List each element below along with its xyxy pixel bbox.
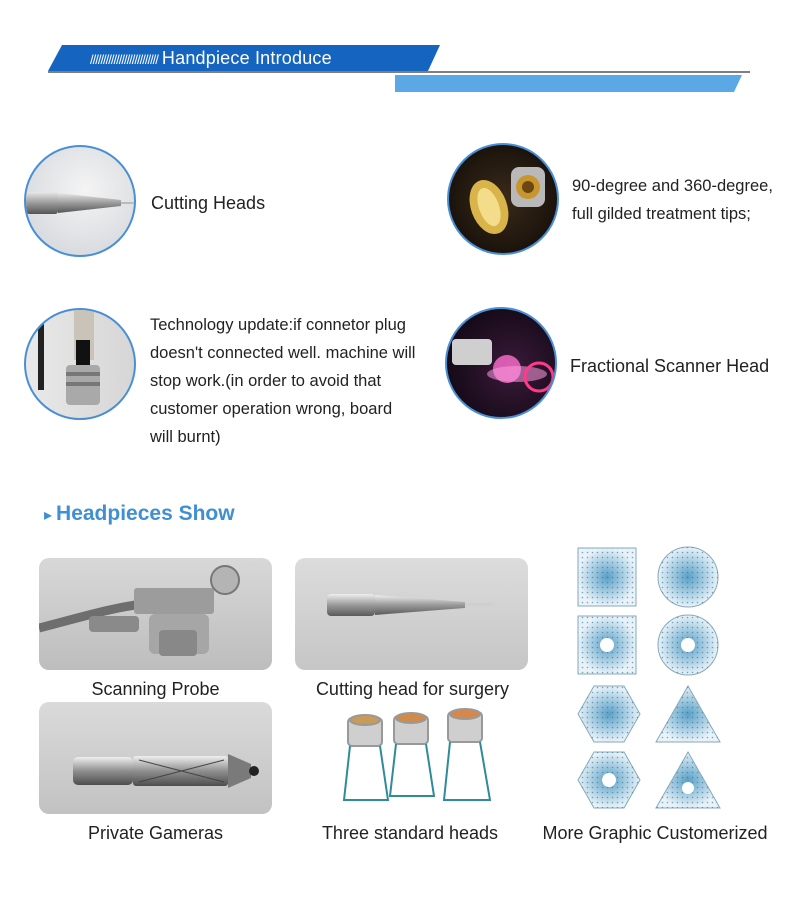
connector-line-4: customer operation wrong, board (150, 400, 393, 418)
connector-plug-photo (24, 308, 136, 420)
caption-private-gameras: Private Gameras (87, 823, 224, 843)
banner-light-shape (395, 75, 742, 92)
gilded-tips-photo (447, 143, 559, 255)
caption-scanning-probe: Scanning Probe (91, 679, 220, 699)
pattern-hexagon-filled (578, 686, 640, 742)
caret-right-icon: ▸ (44, 507, 53, 524)
pattern-hexagon-ring (578, 752, 640, 808)
caption-more-graphic: More Graphic Customerized (542, 823, 768, 843)
standard-head-2 (390, 713, 434, 796)
cutting-head-surgery-photo (295, 558, 528, 670)
standard-head-3 (444, 709, 490, 800)
pattern-square-filled (578, 548, 636, 606)
gilded-tips-icon (449, 145, 559, 255)
gilded-tips-line-1: 90-degree and 360-degree, (572, 177, 773, 195)
connector-line-5: will burnt) (150, 428, 221, 446)
cutting-head-icon (26, 147, 136, 257)
scanner-head-photo (445, 307, 557, 419)
pattern-triangle-filled (656, 686, 720, 742)
pattern-circle-filled (658, 547, 718, 607)
standard-head-1 (344, 715, 388, 800)
banner-title: ////////////////////////// Handpiece Introduce (90, 48, 332, 68)
connector-line-2: doesn't connected well. machine will (150, 344, 416, 362)
connector-line-3: stop work.(in order to avoid that (150, 372, 382, 390)
connector-line-1: Technology update:if connetor plug (150, 316, 406, 334)
private-gameras-photo (39, 702, 272, 814)
pattern-circle-ring (658, 615, 718, 675)
scanning-probe-icon (39, 558, 272, 670)
cutting-head-photo (24, 145, 136, 257)
cutting-heads-label: Cutting Heads (151, 193, 266, 213)
graphic-patterns (570, 540, 740, 820)
connector-plug-icon (26, 310, 136, 420)
section-headpieces-show: ▸ Headpieces Show (44, 502, 235, 525)
scanning-probe-photo (39, 558, 272, 670)
caption-cutting-head-surgery: Cutting head for surgery (315, 679, 510, 699)
private-gameras-icon (39, 702, 272, 814)
pattern-square-ring (578, 616, 636, 674)
cutting-head-surgery-icon (295, 558, 528, 670)
scanner-head-icon (447, 309, 557, 419)
caption-three-standard-heads: Three standard heads (321, 823, 499, 843)
three-standard-heads-photo (332, 708, 502, 808)
scanner-head-label: Fractional Scanner Head (570, 356, 770, 376)
gilded-tips-line-2: full gilded treatment tips; (572, 205, 751, 223)
banner-stripes: ////////////////////////// (90, 52, 158, 67)
connector-text (150, 311, 450, 451)
gilded-tips-text (572, 172, 792, 228)
pattern-triangle-ring (656, 752, 720, 808)
